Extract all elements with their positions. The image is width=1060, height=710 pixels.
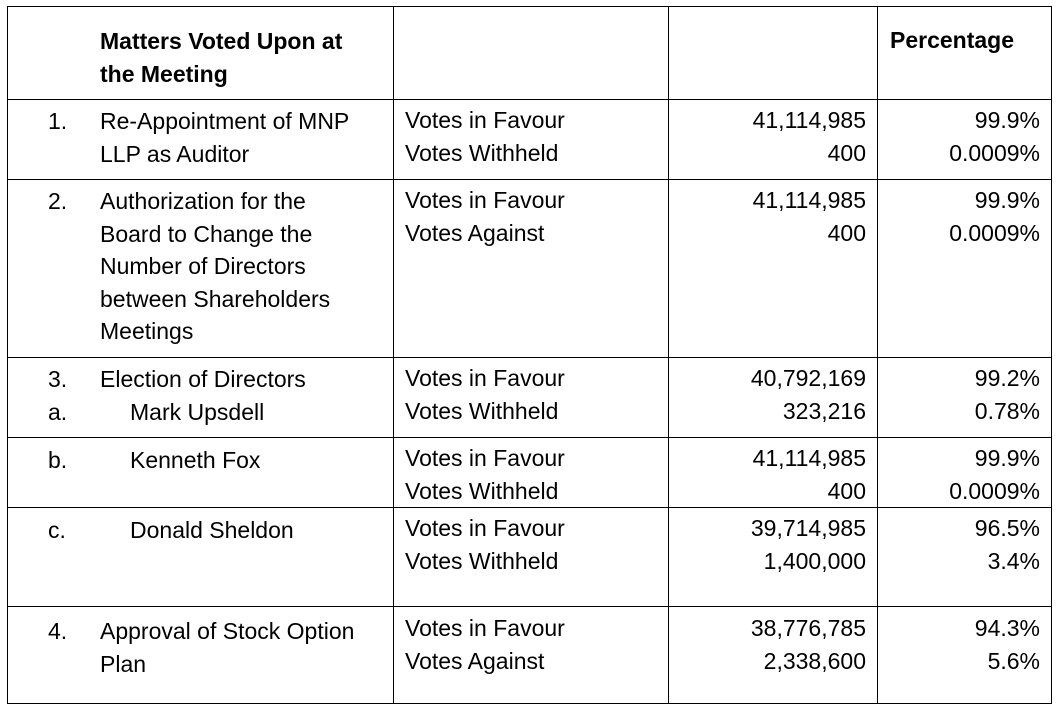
percentage-value: 99.2%: [974, 365, 1040, 391]
matter-number: 4.: [48, 618, 68, 644]
vote-labels-cell: [394, 438, 669, 508]
vote-label: Votes in Favour: [405, 365, 565, 391]
vote-count: 323,216: [782, 397, 866, 424]
vote-labels-cell: [394, 607, 669, 704]
vote-count-cell: [669, 508, 878, 607]
sub-letter: c.: [48, 517, 66, 543]
table-row: [8, 100, 1052, 180]
matter-number: 2.: [48, 188, 68, 214]
table-row: [8, 358, 1052, 438]
percentage-value: 5.6%: [987, 647, 1040, 674]
vote-count: 1,400,000: [763, 547, 866, 574]
percentage-value: 99.9%: [974, 107, 1040, 133]
vote-count-cell: [669, 358, 878, 438]
vote-labels-cell: [394, 100, 669, 180]
voting-results-table: [7, 6, 1052, 704]
vote-label: Votes in Favour: [405, 187, 565, 213]
vote-label: Votes in Favour: [405, 107, 565, 133]
header-matters-line1: Matters Voted Upon at: [100, 28, 343, 54]
percentage-value: 0.0009%: [949, 219, 1040, 246]
matter-text: between Shareholders: [100, 285, 331, 312]
vote-count: 400: [827, 219, 866, 246]
matter-text: LLP as Auditor: [100, 140, 250, 167]
vote-labels-cell: [394, 180, 669, 358]
vote-label: Votes Withheld: [405, 477, 559, 504]
header-col3: [669, 7, 878, 100]
vote-label: Votes Against: [405, 647, 545, 674]
director-name: Kenneth Fox: [130, 447, 261, 473]
matter-text: Election of Directors: [100, 366, 306, 392]
percentage-value: 99.9%: [974, 187, 1040, 213]
header-matters: [8, 7, 394, 100]
matter-cell: [8, 607, 394, 704]
director-name: Donald Sheldon: [130, 517, 294, 543]
vote-label: Votes in Favour: [405, 515, 565, 541]
matter-cell: [8, 508, 394, 607]
matter-text: Re-Appointment of MNP: [100, 108, 350, 134]
vote-count: 2,338,600: [763, 647, 866, 674]
vote-count: 400: [827, 477, 866, 504]
vote-count: 41,114,985: [752, 107, 866, 133]
table-row: [8, 438, 1052, 508]
matter-text: Number of Directors: [100, 253, 306, 279]
vote-count: 38,776,785: [750, 615, 866, 641]
sub-letter: b.: [48, 447, 68, 473]
vote-count: 41,114,985: [752, 187, 866, 213]
matter-text: Authorization for the: [100, 188, 306, 214]
header-col2: [394, 7, 669, 100]
header-matters-line2: the Meeting: [100, 61, 228, 87]
percentage-cell: [878, 100, 1052, 180]
vote-label: Votes Withheld: [405, 139, 559, 166]
matter-text: Plan: [100, 650, 147, 677]
vote-count-cell: [669, 180, 878, 358]
percentage-cell: [878, 180, 1052, 358]
vote-count: 40,792,169: [750, 365, 866, 391]
matter-cell: [8, 100, 394, 180]
matter-cell: [8, 358, 394, 438]
matter-cell: [8, 438, 394, 508]
table-row: [8, 607, 1052, 704]
table-row: [8, 508, 1052, 607]
sub-letter: a.: [48, 398, 68, 425]
matter-number: 1.: [48, 108, 68, 134]
director-name: Mark Upsdell: [130, 398, 265, 425]
percentage-cell: [878, 438, 1052, 508]
vote-labels-cell: [394, 358, 669, 438]
matter-text: Board to Change the: [100, 220, 313, 247]
vote-count: 400: [827, 139, 866, 166]
vote-count-cell: [669, 438, 878, 508]
vote-label: Votes Withheld: [405, 547, 559, 574]
percentage-value: 0.0009%: [949, 477, 1040, 504]
table-header-row: [8, 7, 1052, 100]
matter-text: Approval of Stock Option: [100, 618, 355, 644]
vote-label: Votes Withheld: [405, 397, 559, 424]
vote-labels-cell: [394, 508, 669, 607]
vote-count-cell: [669, 100, 878, 180]
percentage-value: 99.9%: [974, 445, 1040, 471]
header-percentage: Percentage: [878, 7, 1052, 100]
percentage-cell: [878, 607, 1052, 704]
matter-text: Meetings: [100, 318, 194, 344]
percentage-value: 0.0009%: [949, 139, 1040, 166]
percentage-cell: [878, 508, 1052, 607]
percentage-cell: [878, 358, 1052, 438]
table-row: [8, 180, 1052, 358]
percentage-value: 3.4%: [987, 547, 1040, 574]
percentage-value: 0.78%: [974, 397, 1040, 424]
vote-label: Votes Against: [405, 219, 545, 246]
matter-number: 3.: [48, 366, 68, 392]
vote-count: 41,114,985: [752, 445, 866, 471]
vote-count-cell: [669, 607, 878, 704]
percentage-value: 96.5%: [974, 515, 1040, 541]
vote-label: Votes in Favour: [405, 615, 565, 641]
vote-label: Votes in Favour: [405, 445, 565, 471]
percentage-value: 94.3%: [974, 615, 1040, 641]
vote-count: 39,714,985: [750, 515, 866, 541]
matter-cell: [8, 180, 394, 358]
